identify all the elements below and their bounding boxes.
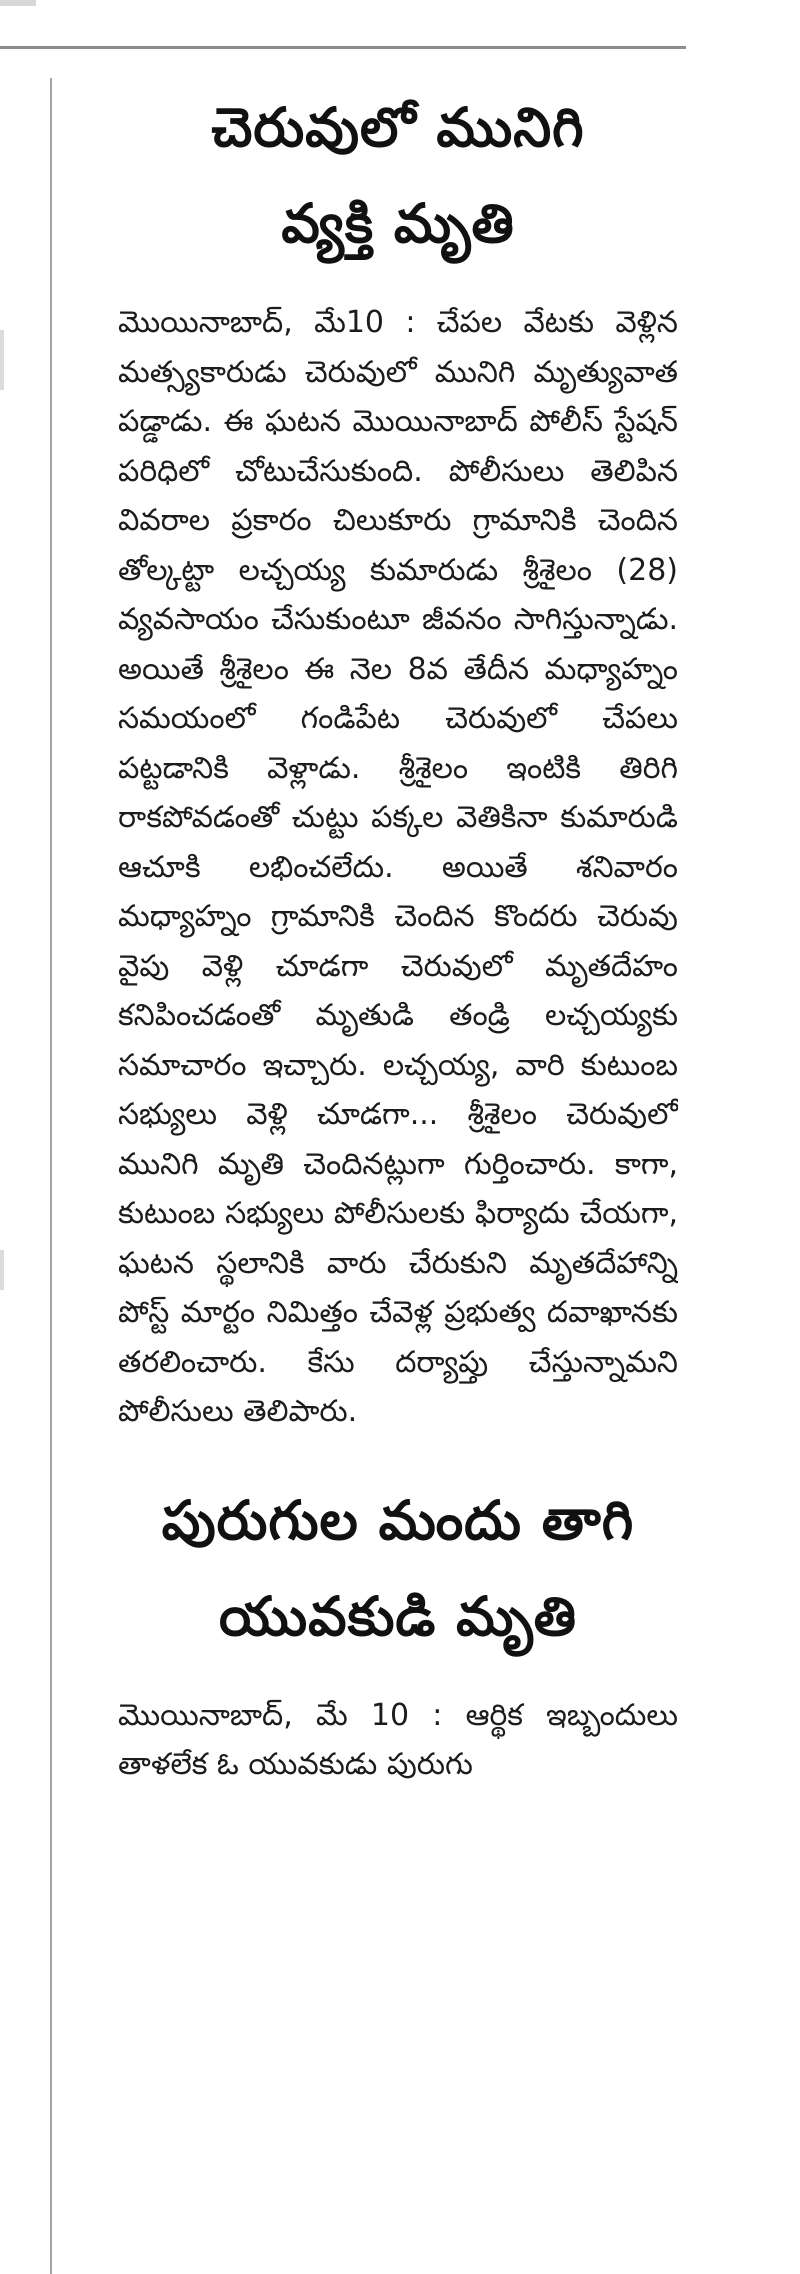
article-headline bbox=[118, 1473, 678, 1665]
news-article bbox=[118, 1473, 678, 1790]
page-corner-mark bbox=[0, 0, 36, 6]
news-article bbox=[118, 80, 678, 1437]
left-margin-mark bbox=[0, 1250, 4, 1290]
headline-line: యువకుడి మృతి bbox=[218, 1584, 577, 1648]
headline-line: చెరువులో మునిగి bbox=[211, 96, 585, 159]
top-rule bbox=[0, 46, 686, 49]
dateline: మొయినాబాద్, మే 10 : bbox=[118, 1697, 466, 1733]
headline-line: వ్యక్తి మృతి bbox=[281, 192, 515, 255]
article-body-text: చేపల వేటకు వెళ్లిన మత్స్యకారుడు చెరువులో మునిగి మృత్యువాత పడ్డాడు. ఈ ఘటన మొయినాబాద్ పోలీస్ స్టేషన్ పరిధిలో చోటుచేసుకుంది. పోలీసులు తెలిపిన వివరాల ప్రకారం చిలుకూరు గ్రామానికి చెందిన తోల్కట్టా లచ్చయ్య కుమారుడు శ్రీశైలం (28) వ్యవసాయం చేసుకుంటూ జీవనం సాగిస్తున్నాడు. అయితే శ్రీశైలం ఈ నెల 8వ తేదీన మధ్యాహ్నం సమయంలో గండిపేట చెరువులో చేపలు పట్టడానికి వెళ్లాడు. శ్రీశైలం ఇంటికి తిరిగి రాకపోవడంతో చుట్టు పక్కల వెతికినా కుమారుడి ఆచూకి లభించలేదు. అయితే శనివారం మధ్యాహ్నం గ్రామానికి చెందిన కొందరు చెరువు వైపు వెళ్లి చూడగా చెరువులో మృతదేహం కనిపించడంతో మృతుడి తండ్రి లచ్చయ్యకు సమాచారం ఇచ్చారు. లచ్చయ్య, వారి కుటుంబ సభ్యులు వెళ్లి చూడగా... శ్రీశైలం చెరువులో మునిగి మృతి చెందినట్లుగా గుర్తించారు. కాగా, కుటుంబ సభ్యులు పోలీసులకు ఫిర్యాదు చేయగా, ఘటన స్థలానికి వారు చేరుకుని మృతదేహాన్ని పోస్ట్ మార్టం నిమిత్తం చేవెళ్ల ప్రభుత్వ దవాఖానకు తరలించారు. కేసు దర్యాప్తు చేస్తున్నామని పోలీసులు తెలిపారు. bbox=[118, 305, 678, 1429]
headline-line: పురుగుల మందు తాగి bbox=[161, 1488, 635, 1552]
left-margin-mark bbox=[0, 330, 4, 390]
article-headline bbox=[118, 80, 678, 272]
dateline: మొయినాబాద్, మే10 : bbox=[118, 305, 437, 340]
article-body bbox=[118, 1691, 678, 1790]
column-divider bbox=[50, 78, 52, 2274]
article-body bbox=[118, 298, 678, 1437]
news-column bbox=[118, 80, 678, 2274]
article-body-text: ఆర్థిక ఇబ్బందులు తాళలేక ఓ యువకుడు పురుగు bbox=[118, 1697, 678, 1782]
